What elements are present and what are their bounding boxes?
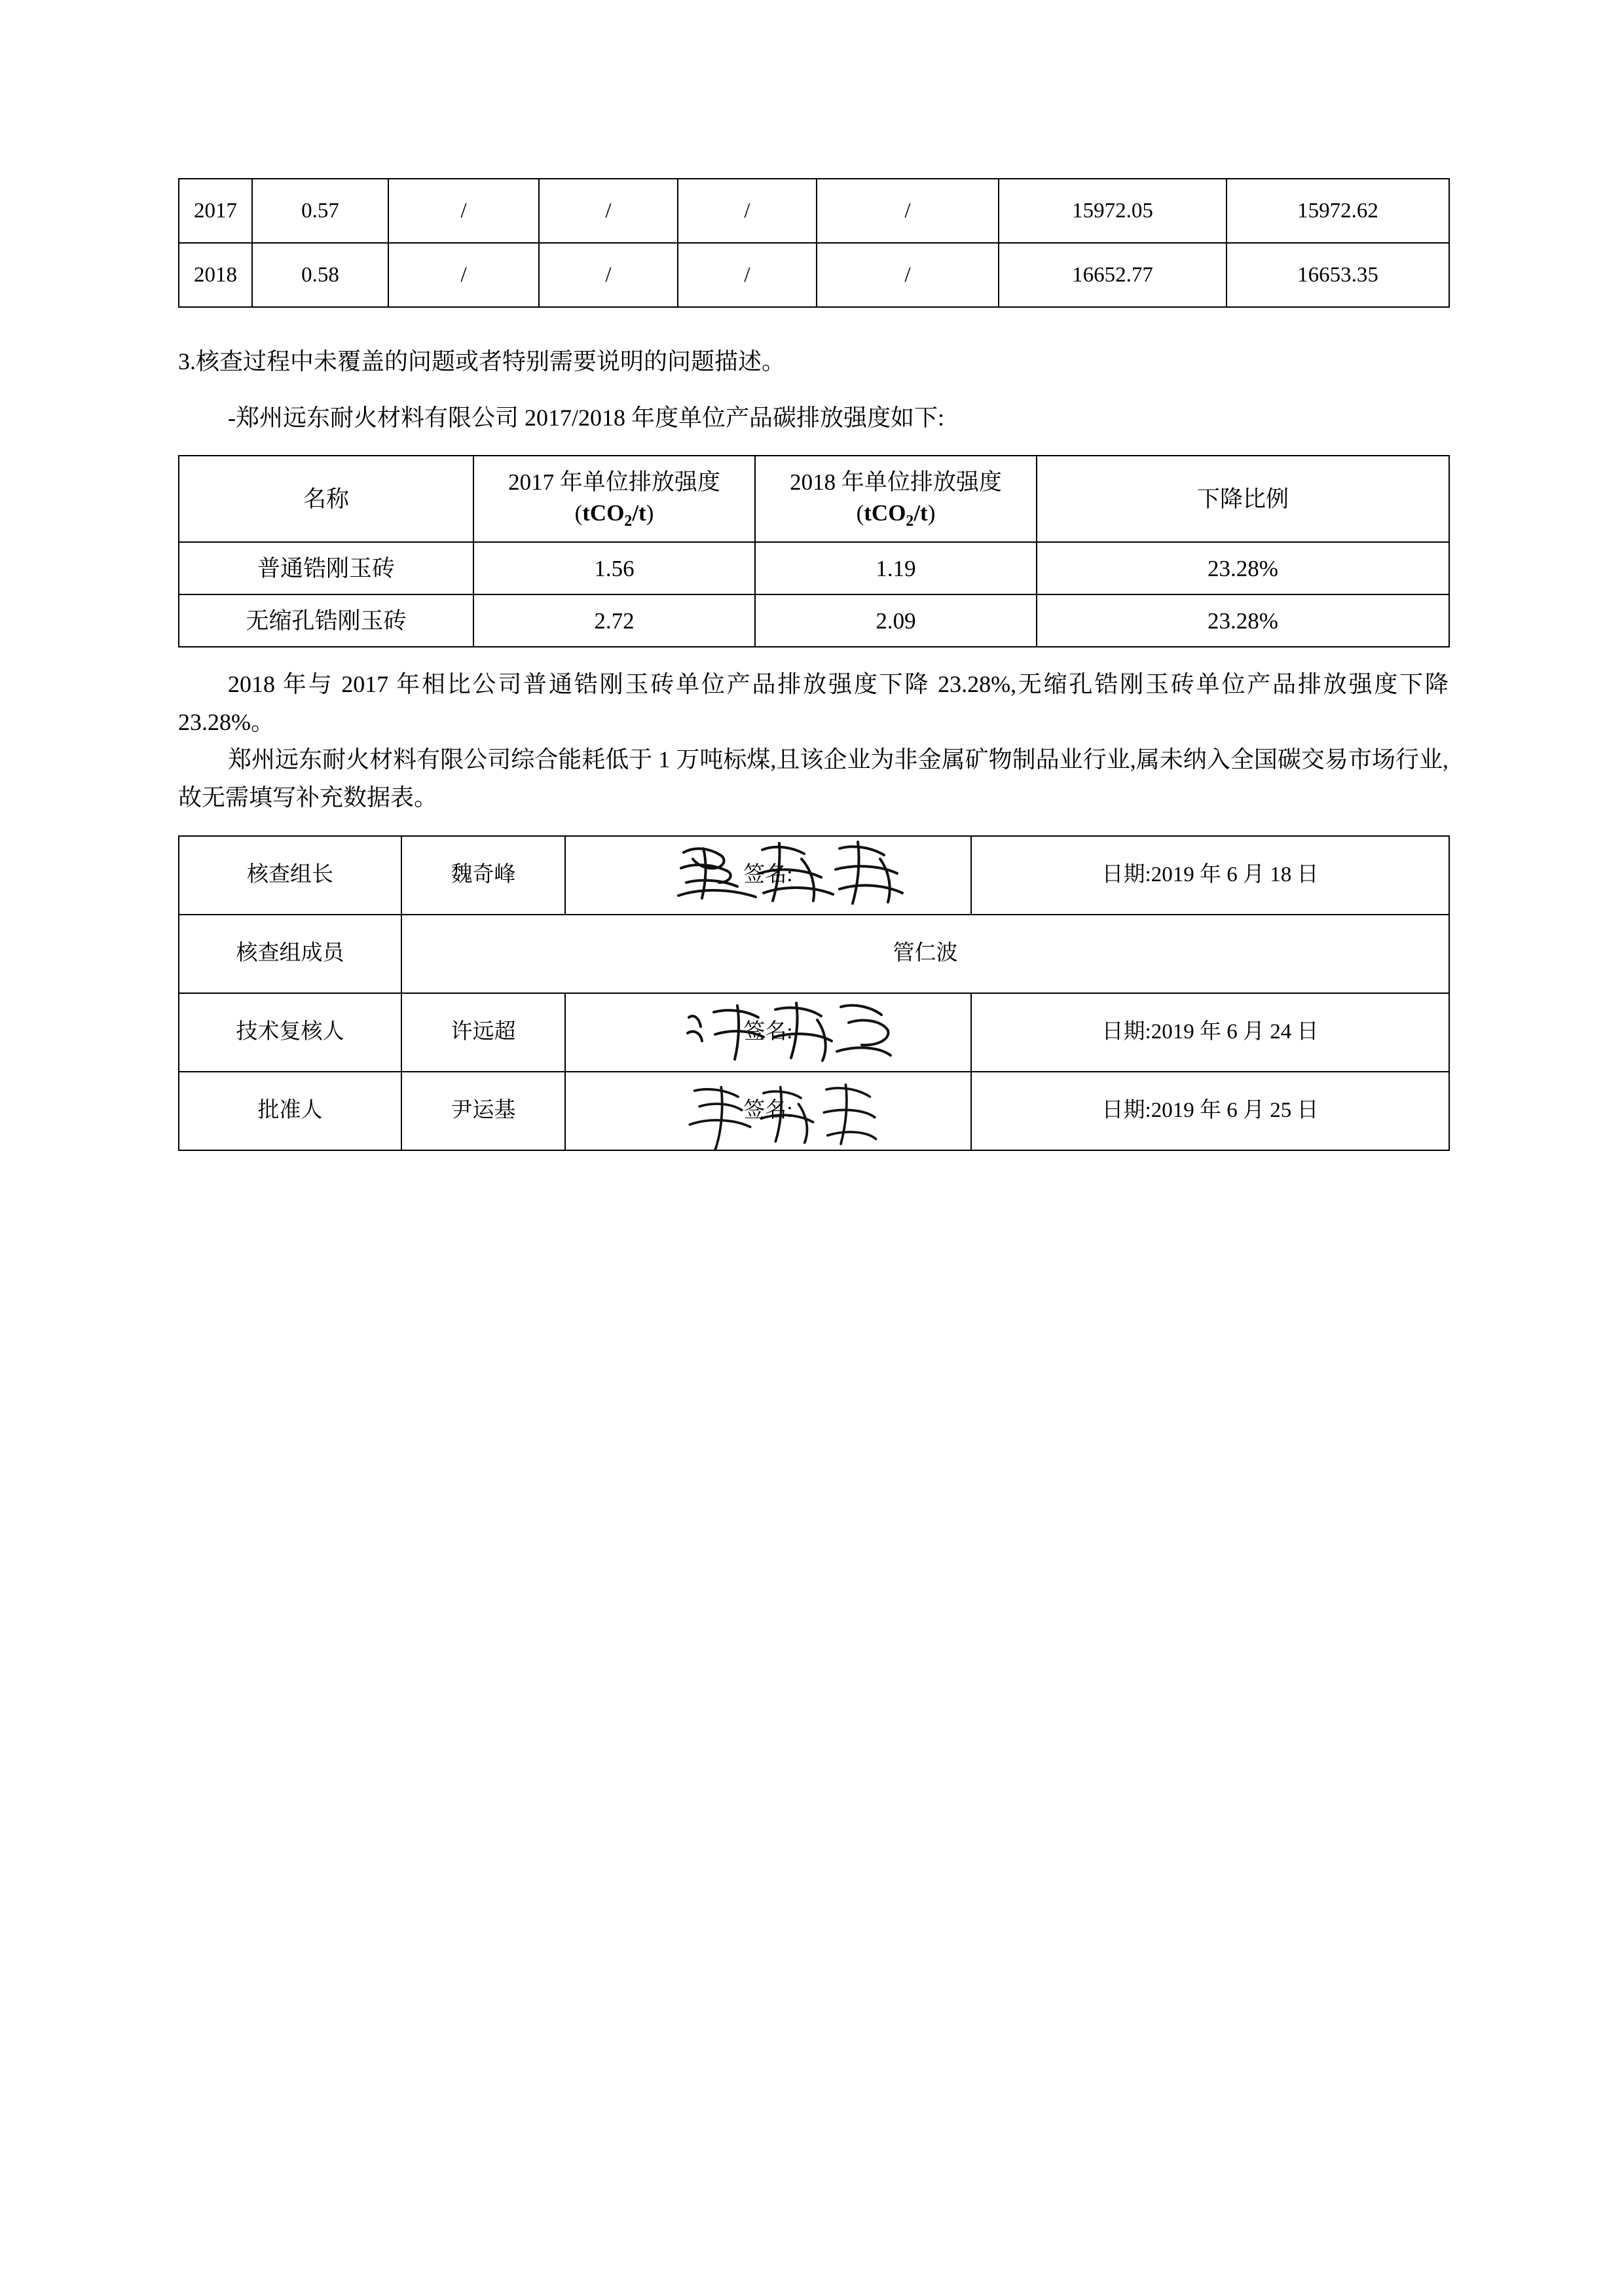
cell-year: 2017 xyxy=(179,179,252,243)
table-row xyxy=(179,836,1449,915)
cell-empty: / xyxy=(817,243,999,307)
table-row xyxy=(179,542,1449,594)
table-row xyxy=(179,915,1449,993)
signature-cell-approver xyxy=(565,1072,971,1150)
value-technical-reviewer-name: 许远超 xyxy=(401,993,565,1072)
cell-year: 2018 xyxy=(179,243,252,307)
header-2018-text: 2018 年单位排放强度( xyxy=(790,469,1002,526)
date-approver: 日期:2019 年 6 月 25 日 xyxy=(971,1072,1449,1150)
signature-cell-technical-reviewer xyxy=(565,993,971,1072)
table-row xyxy=(179,179,1449,243)
cell-empty: / xyxy=(678,243,817,307)
cell-total-2: 15972.62 xyxy=(1227,179,1449,243)
date-technical-reviewer: 日期:2019 年 6 月 24 日 xyxy=(971,993,1449,1072)
section-heading: 3.核查过程中未覆盖的问题或者特别需要说明的问题描述。 xyxy=(178,348,786,374)
label-technical-reviewer: 技术复核人 xyxy=(179,993,401,1072)
emissions-continued-table xyxy=(178,178,1450,308)
cell-empty: / xyxy=(388,179,539,243)
cell-empty: / xyxy=(388,243,539,307)
header-2017-text: 2017 年单位排放强度( xyxy=(508,469,720,526)
header-name: 名称 xyxy=(179,456,473,542)
cell-total-1: 16652.77 xyxy=(999,243,1227,307)
cell-empty: / xyxy=(539,179,678,243)
cell-empty: / xyxy=(678,179,817,243)
unit-tco2-t: tCO$_2$/t xyxy=(864,500,928,530)
cell-product-name: 无缩孔锆刚玉砖 xyxy=(179,594,473,647)
cell-empty: / xyxy=(539,243,678,307)
carbon-intensity-table xyxy=(178,455,1450,647)
table-row xyxy=(179,594,1449,647)
header-paren-close: ) xyxy=(927,500,936,526)
cell-decline-ratio: 23.28% xyxy=(1037,594,1449,647)
header-2017-intensity xyxy=(473,456,755,542)
cell-2017-intensity: 2.72 xyxy=(473,594,755,647)
cell-2018-intensity: 1.19 xyxy=(755,542,1037,594)
label-team-member: 核查组成员 xyxy=(179,915,401,993)
cell-2017-intensity: 1.56 xyxy=(473,542,755,594)
value-team-member-name: 管仁波 xyxy=(401,915,1449,993)
paragraph-conclusion: 郑州远东耐火材料有限公司综合能耗低于 1 万吨标煤,且该企业为非金属矿物制品业行业,属未纳入全国碳交易市场行业,故无需填写补充数据表。 xyxy=(178,746,1449,811)
cell-total-2: 16653.35 xyxy=(1227,243,1449,307)
value-approver-name: 尹运基 xyxy=(401,1072,565,1150)
cell-value: 0.57 xyxy=(252,179,388,243)
paragraph-comparison: 2018 年与 2017 年相比公司普通锆刚玉砖单位产品排放强度下降 23.28%,无缩孔锆刚玉砖单位产品排放强度下降 23.28%。 xyxy=(178,671,1449,735)
signature-cell-team-leader xyxy=(565,836,971,915)
header-2018-intensity xyxy=(755,456,1037,542)
page-content xyxy=(178,178,1449,1177)
cell-product-name: 普通锆刚玉砖 xyxy=(179,542,473,594)
table-row xyxy=(179,243,1449,307)
cell-2018-intensity: 2.09 xyxy=(755,594,1037,647)
cell-empty: / xyxy=(817,179,999,243)
label-team-leader: 核查组长 xyxy=(179,836,401,915)
sign-label: 签名: xyxy=(743,1020,793,1044)
unit-tco2-t: tCO$_2$/t xyxy=(582,500,646,530)
cell-total-1: 15972.05 xyxy=(999,179,1227,243)
cell-decline-ratio: 23.28% xyxy=(1037,542,1449,594)
table-row xyxy=(179,1072,1449,1150)
header-paren-close: ) xyxy=(646,500,654,526)
cell-value: 0.58 xyxy=(252,243,388,307)
date-team-leader: 日期:2019 年 6 月 18 日 xyxy=(971,836,1449,915)
sign-label: 签名: xyxy=(743,1099,793,1123)
header-decline-ratio: 下降比例 xyxy=(1037,456,1449,542)
label-approver: 批准人 xyxy=(179,1072,401,1150)
section-lead-text: -郑州远东耐火材料有限公司 2017/2018 年度单位产品碳排放强度如下: xyxy=(228,404,944,431)
value-team-leader-name: 魏奇峰 xyxy=(401,836,565,915)
signature-table xyxy=(178,835,1450,1151)
table-row xyxy=(179,993,1449,1072)
table-header-row xyxy=(179,456,1449,542)
sign-label: 签名: xyxy=(743,863,793,887)
